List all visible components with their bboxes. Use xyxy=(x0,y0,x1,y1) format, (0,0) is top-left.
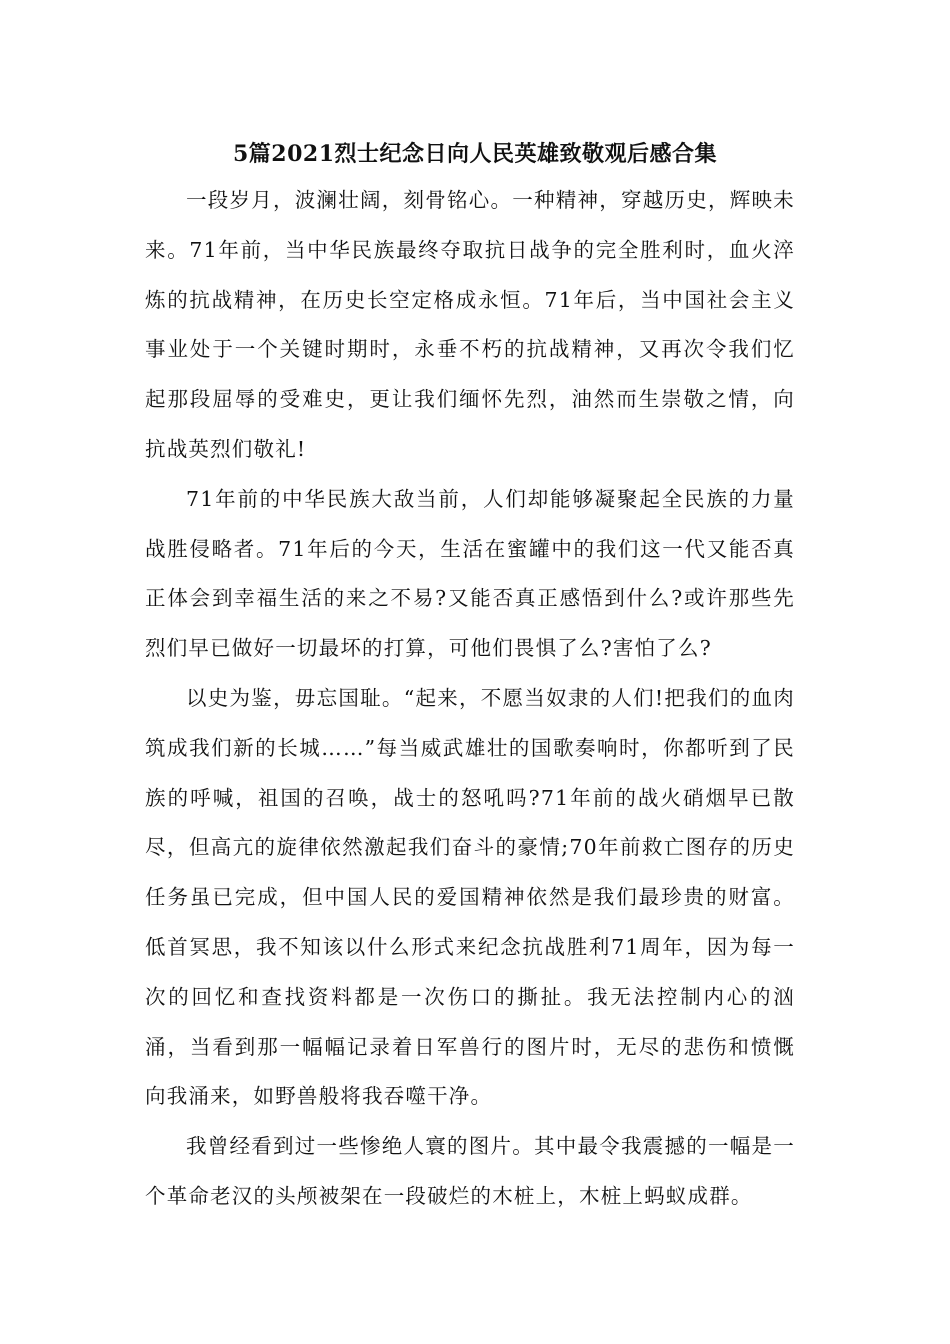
paragraph: 我曾经看到过一些惨绝人寰的图片。其中最令我震撼的一幅是一个革命老汉的头颅被架在一段破烂的木桩上，木桩上蚂蚁成群。 xyxy=(145,1134,795,1208)
document-body xyxy=(145,176,795,1222)
paragraph: 以史为鉴，毋忘国耻。“起来，不愿当奴隶的人们!把我们的血肉筑成我们新的长城……”每当威武雄壮的国歌奏响时，你都听到了民族的呼喊，祖国的召唤，战士的怒吼吗?71年前的战火硝烟早已散尽，但高亢的旋律依然激起我们奋斗的豪情;70年前救亡图存的历史任务虽已完成，但中国人民的爱国精神依然是我们最珍贵的财富。低首冥思，我不知该以什么形式来纪念抗战胜利71周年，因为每一次的回忆和查找资料都是一次伤口的撕扯。我无法控制内心的汹涌，当看到那一幅幅记录着日军兽行的图片时，无尽的悲伤和愤慨向我涌来，如野兽般将我吞噬干净。 xyxy=(145,685,795,1109)
paragraph: 一段岁月，波澜壮阔，刻骨铭心。一种精神，穿越历史，辉映未来。71年前，当中华民族最终夺取抗日战争的完全胜利时，血火淬炼的抗战精神，在历史长空定格成永恒。71年后，当中国社会主义事业处于一个关键时期时，永垂不朽的抗战精神，又再次令我们忆起那段屈辱的受难史，更让我们缅怀先烈，油然而生崇敬之情，向抗战英烈们敬礼! xyxy=(145,188,795,461)
document-title: 5篇2021烈士纪念日向人民英雄致敬观后感合集 xyxy=(232,141,718,167)
paragraph: 71年前的中华民族大敌当前，人们却能够凝聚起全民族的力量战胜侵略者。71年后的今天，生活在蜜罐中的我们这一代又能否真正体会到幸福生活的来之不易?又能否真正感悟到什么?或许那些先烈们早已做好一切最坏的打算，可他们畏惧了么?害怕了么? xyxy=(145,486,795,661)
